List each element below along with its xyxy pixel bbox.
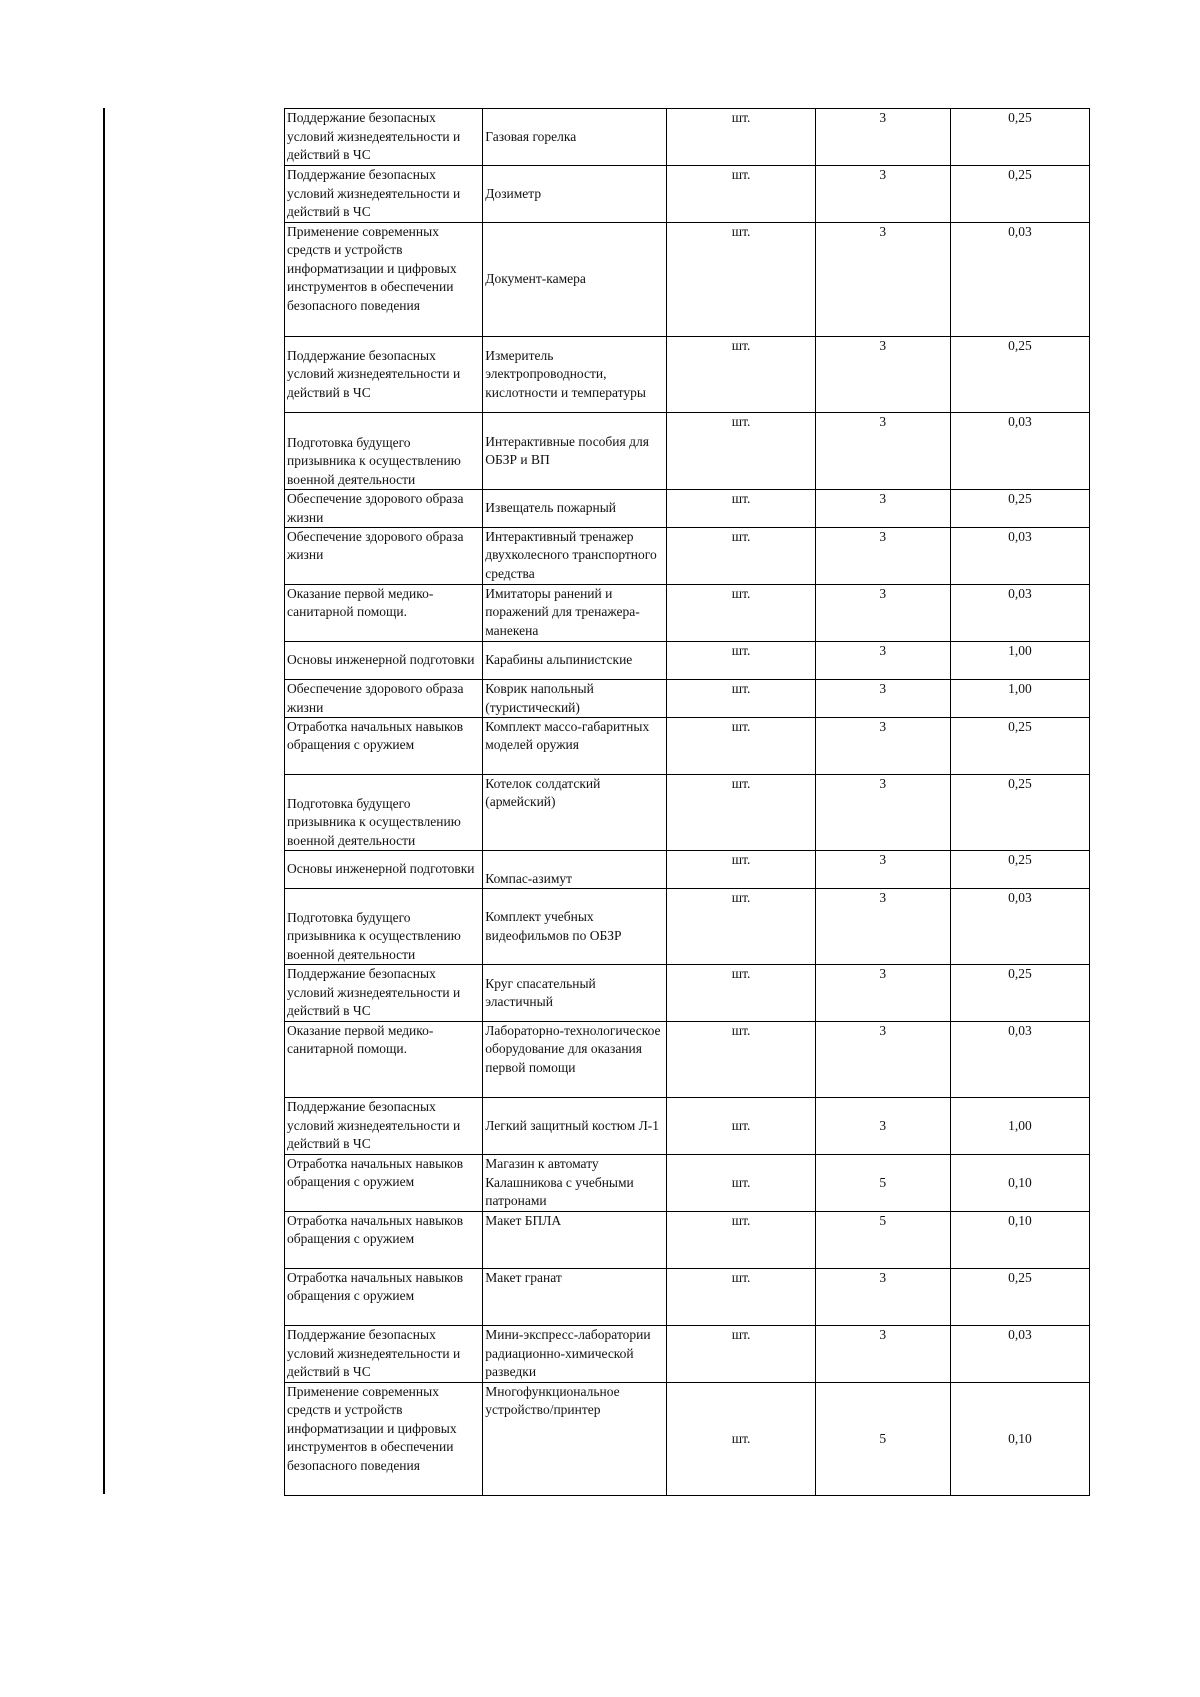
section-cell: Поддержание безопасных условий жизнедеятельности и действий в ЧС: [285, 109, 483, 166]
item-name-cell: Интерактивный тренажер двухколесного транспортного средства: [483, 528, 667, 585]
norm-cell: 0,03: [950, 413, 1089, 490]
unit-cell: шт.: [667, 965, 815, 1022]
norm-cell: 0,10: [950, 1155, 1089, 1212]
item-name-cell: Измеритель электропроводности, кислотности и температуры: [483, 337, 667, 413]
norm-cell: 0,25: [950, 1269, 1089, 1326]
norm-cell: 0,25: [950, 109, 1089, 166]
section-cell: Отработка начальных навыков обращения с оружием: [285, 1155, 483, 1212]
quantity-cell: 3: [815, 337, 950, 413]
quantity-cell: 3: [815, 413, 950, 490]
section-cell: Оказание первой медико-санитарной помощи.: [285, 585, 483, 642]
unit-cell: шт.: [667, 1022, 815, 1098]
quantity-cell: 3: [815, 889, 950, 965]
section-cell: Подготовка будущего призывника к осуществлению военной деятельности: [285, 889, 483, 965]
table-row: [285, 1269, 1090, 1326]
table-row: [285, 965, 1090, 1022]
unit-cell: шт.: [667, 851, 815, 889]
quantity-cell: 5: [815, 1155, 950, 1212]
norm-cell: 0,03: [950, 585, 1089, 642]
unit-cell: шт.: [667, 718, 815, 775]
norm-cell: 0,25: [950, 166, 1089, 223]
table-row: [285, 851, 1090, 889]
norm-cell: 0,03: [950, 889, 1089, 965]
norm-cell: 0,25: [950, 965, 1089, 1022]
norm-cell: 0,10: [950, 1383, 1089, 1496]
table-row: [285, 528, 1090, 585]
section-cell: Отработка начальных навыков обращения с оружием: [285, 1212, 483, 1269]
item-name-cell: Карабины альпинистские: [483, 642, 667, 680]
quantity-cell: 3: [815, 1022, 950, 1098]
unit-cell: шт.: [667, 490, 815, 528]
item-name-cell: Многофункциональное устройство/принтер: [483, 1383, 667, 1496]
norm-cell: 1,00: [950, 642, 1089, 680]
table-row: [285, 680, 1090, 718]
section-cell: Отработка начальных навыков обращения с оружием: [285, 1269, 483, 1326]
table-row: [285, 585, 1090, 642]
unit-cell: шт.: [667, 775, 815, 851]
norm-cell: 0,25: [950, 337, 1089, 413]
quantity-cell: 3: [815, 166, 950, 223]
table-row: [285, 1212, 1090, 1269]
section-cell: Поддержание безопасных условий жизнедеятельности и действий в ЧС: [285, 1326, 483, 1383]
item-name-cell: Магазин к автомату Калашникова с учебными патронами: [483, 1155, 667, 1212]
norm-cell: 1,00: [950, 1098, 1089, 1155]
item-name-cell: Макет гранат: [483, 1269, 667, 1326]
table-row: [285, 1383, 1090, 1496]
quantity-cell: 3: [815, 851, 950, 889]
section-cell: Подготовка будущего призывника к осуществлению военной деятельности: [285, 775, 483, 851]
item-name-cell: Коврик напольный (туристический): [483, 680, 667, 718]
item-name-cell: Имитаторы ранений и поражений для тренажера-манекена: [483, 585, 667, 642]
unit-cell: шт.: [667, 1212, 815, 1269]
unit-cell: шт.: [667, 642, 815, 680]
item-name-cell: Котелок солдатский (армейский): [483, 775, 667, 851]
unit-cell: шт.: [667, 528, 815, 585]
quantity-cell: 3: [815, 775, 950, 851]
item-name-cell: Макет БПЛА: [483, 1212, 667, 1269]
section-cell: Поддержание безопасных условий жизнедеятельности и действий в ЧС: [285, 166, 483, 223]
unit-cell: шт.: [667, 337, 815, 413]
item-name-cell: Комплект массо-габаритных моделей оружия: [483, 718, 667, 775]
section-cell: Основы инженерной подготовки: [285, 851, 483, 889]
item-name-cell: Извещатель пожарный: [483, 490, 667, 528]
quantity-cell: 3: [815, 1269, 950, 1326]
quantity-cell: 3: [815, 223, 950, 337]
norm-cell: 0,03: [950, 528, 1089, 585]
norm-cell: 0,25: [950, 718, 1089, 775]
equipment-table: [284, 108, 1090, 1496]
section-cell: Обеспечение здорового образа жизни: [285, 680, 483, 718]
table-row: [285, 718, 1090, 775]
unit-cell: шт.: [667, 680, 815, 718]
norm-cell: 0,25: [950, 851, 1089, 889]
table-row: [285, 642, 1090, 680]
norm-cell: 0,03: [950, 223, 1089, 337]
section-cell: Применение современных средств и устройств информатизации и цифровых инструментов в обеспечении безопасного поведения: [285, 223, 483, 337]
section-cell: Поддержание безопасных условий жизнедеятельности и действий в ЧС: [285, 965, 483, 1022]
quantity-cell: 5: [815, 1212, 950, 1269]
section-cell: Обеспечение здорового образа жизни: [285, 528, 483, 585]
table-row: [285, 490, 1090, 528]
quantity-cell: 3: [815, 528, 950, 585]
unit-cell: шт.: [667, 1326, 815, 1383]
unit-cell: шт.: [667, 585, 815, 642]
item-name-cell: Компас-азимут: [483, 851, 667, 889]
quantity-cell: 3: [815, 718, 950, 775]
section-cell: Поддержание безопасных условий жизнедеятельности и действий в ЧС: [285, 1098, 483, 1155]
unit-cell: шт.: [667, 166, 815, 223]
table-row: [285, 337, 1090, 413]
unit-cell: шт.: [667, 889, 815, 965]
section-cell: Оказание первой медико-санитарной помощи.: [285, 1022, 483, 1098]
norm-cell: 0,10: [950, 1212, 1089, 1269]
quantity-cell: 3: [815, 1326, 950, 1383]
unit-cell: шт.: [667, 1383, 815, 1496]
table-row: [285, 1022, 1090, 1098]
item-name-cell: Комплект учебных видеофильмов по ОБЗР: [483, 889, 667, 965]
unit-cell: шт.: [667, 1269, 815, 1326]
table-row: [285, 223, 1090, 337]
page-margin-rule: [103, 108, 105, 1494]
unit-cell: шт.: [667, 223, 815, 337]
unit-cell: шт.: [667, 109, 815, 166]
table-row: [285, 889, 1090, 965]
quantity-cell: 3: [815, 642, 950, 680]
quantity-cell: 3: [815, 109, 950, 166]
item-name-cell: Дозиметр: [483, 166, 667, 223]
section-cell: Отработка начальных навыков обращения с оружием: [285, 718, 483, 775]
norm-cell: 0,25: [950, 775, 1089, 851]
item-name-cell: Круг спасательный эластичный: [483, 965, 667, 1022]
item-name-cell: Газовая горелка: [483, 109, 667, 166]
quantity-cell: 5: [815, 1383, 950, 1496]
unit-cell: шт.: [667, 1155, 815, 1212]
quantity-cell: 3: [815, 1098, 950, 1155]
quantity-cell: 3: [815, 680, 950, 718]
quantity-cell: 3: [815, 965, 950, 1022]
section-cell: Основы инженерной подготовки: [285, 642, 483, 680]
table-row: [285, 413, 1090, 490]
table-row: [285, 775, 1090, 851]
item-name-cell: Лабораторно-технологическое оборудование для оказания первой помощи: [483, 1022, 667, 1098]
table-row: [285, 1098, 1090, 1155]
item-name-cell: Интерактивные пособия для ОБЗР и ВП: [483, 413, 667, 490]
section-cell: Обеспечение здорового образа жизни: [285, 490, 483, 528]
quantity-cell: 3: [815, 490, 950, 528]
unit-cell: шт.: [667, 1098, 815, 1155]
item-name-cell: Документ-камера: [483, 223, 667, 337]
table-row: [285, 1326, 1090, 1383]
section-cell: Применение современных средств и устройств информатизации и цифровых инструментов в обеспечении безопасного поведения: [285, 1383, 483, 1496]
norm-cell: 0,25: [950, 490, 1089, 528]
norm-cell: 1,00: [950, 680, 1089, 718]
section-cell: Подготовка будущего призывника к осуществлению военной деятельности: [285, 413, 483, 490]
table-row: [285, 109, 1090, 166]
table-row: [285, 1155, 1090, 1212]
section-cell: Поддержание безопасных условий жизнедеятельности и действий в ЧС: [285, 337, 483, 413]
unit-cell: шт.: [667, 413, 815, 490]
quantity-cell: 3: [815, 585, 950, 642]
norm-cell: 0,03: [950, 1022, 1089, 1098]
norm-cell: 0,03: [950, 1326, 1089, 1383]
table-row: [285, 166, 1090, 223]
item-name-cell: Мини-экспресс-лаборатории радиационно-химической разведки: [483, 1326, 667, 1383]
item-name-cell: Легкий защитный костюм Л-1: [483, 1098, 667, 1155]
